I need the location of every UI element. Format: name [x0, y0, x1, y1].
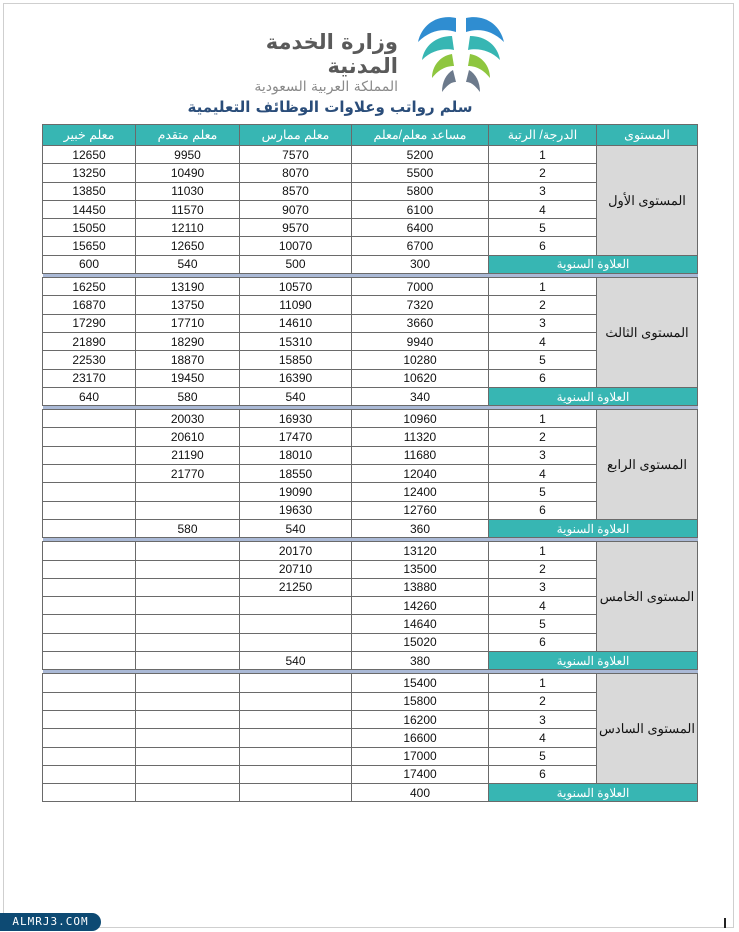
site-brand: ALMRJ3.COM: [0, 913, 101, 931]
salary-cell: [43, 674, 136, 692]
salary-cell: 18870: [136, 351, 240, 369]
level-name-cell: المستوى الأول: [597, 146, 698, 256]
table-row: [43, 674, 698, 692]
salary-cell: [43, 765, 136, 783]
salary-cell: 21890: [43, 332, 136, 350]
salary-cell: [43, 729, 136, 747]
salary-cell: 15310: [240, 332, 352, 350]
grade-cell: 4: [489, 465, 597, 483]
salary-cell: 11090: [240, 296, 352, 314]
header-expert-teacher: معلم خبير: [43, 125, 136, 146]
level-name-cell: المستوى الرابع: [597, 410, 698, 520]
allowance-cell: 600: [43, 255, 136, 273]
salary-cell: 10280: [352, 351, 489, 369]
allowance-cell: [136, 784, 240, 802]
allowance-row: [43, 652, 698, 670]
salary-cell: 11030: [136, 182, 240, 200]
salary-cell: [43, 633, 136, 651]
salary-cell: 20610: [136, 428, 240, 446]
salary-cell: 12650: [43, 146, 136, 164]
header-level: المستوى: [597, 125, 698, 146]
salary-cell: 10070: [240, 237, 352, 255]
salary-cell: 17710: [136, 314, 240, 332]
salary-cell: 11570: [136, 200, 240, 218]
grade-cell: 6: [489, 501, 597, 519]
salary-cell: [43, 692, 136, 710]
salary-table: [42, 124, 698, 802]
level-name-cell: المستوى السادس: [597, 674, 698, 784]
salary-cell: [136, 501, 240, 519]
salary-cell: 16250: [43, 278, 136, 296]
salary-cell: 9070: [240, 200, 352, 218]
allowance-cell: [43, 519, 136, 537]
allowance-row: [43, 519, 698, 537]
salary-cell: [136, 692, 240, 710]
salary-cell: 13250: [43, 164, 136, 182]
salary-cell: 17470: [240, 428, 352, 446]
salary-cell: [136, 578, 240, 596]
grade-cell: 5: [489, 483, 597, 501]
salary-cell: 11680: [352, 446, 489, 464]
salary-cell: 21250: [240, 578, 352, 596]
ministry-logo-icon: [408, 10, 514, 96]
salary-cell: 9940: [352, 332, 489, 350]
allowance-row: [43, 255, 698, 273]
salary-cell: 6400: [352, 219, 489, 237]
salary-cell: [43, 747, 136, 765]
salary-cell: 18010: [240, 446, 352, 464]
allowance-row: [43, 784, 698, 802]
page-title: سلم رواتب وعلاوات الوظائف التعليمية: [187, 98, 473, 116]
grade-cell: 6: [489, 237, 597, 255]
grade-cell: 5: [489, 351, 597, 369]
salary-cell: 12650: [136, 237, 240, 255]
salary-cell: [136, 729, 240, 747]
salary-cell: 10570: [240, 278, 352, 296]
allowance-cell: 640: [43, 387, 136, 405]
salary-cell: 22530: [43, 351, 136, 369]
salary-cell: 13120: [352, 542, 489, 560]
salary-cell: 9570: [240, 219, 352, 237]
salary-cell: [43, 501, 136, 519]
salary-cell: [43, 483, 136, 501]
salary-cell: 16200: [352, 710, 489, 728]
annual-allowance-label: العلاوة السنوية: [489, 652, 698, 670]
salary-cell: 21190: [136, 446, 240, 464]
header-practitioner-teacher: معلم ممارس: [240, 125, 352, 146]
allowance-cell: [136, 652, 240, 670]
salary-cell: 16930: [240, 410, 352, 428]
grade-cell: 3: [489, 182, 597, 200]
salary-cell: 7320: [352, 296, 489, 314]
grade-cell: 6: [489, 765, 597, 783]
salary-cell: 13850: [43, 182, 136, 200]
salary-cell: [43, 410, 136, 428]
allowance-cell: [43, 652, 136, 670]
salary-cell: [240, 729, 352, 747]
salary-cell: [43, 615, 136, 633]
salary-cell: 19090: [240, 483, 352, 501]
salary-cell: [240, 633, 352, 651]
header-grade: الدرجة/ الرتبة: [489, 125, 597, 146]
allowance-cell: [43, 784, 136, 802]
salary-cell: 15850: [240, 351, 352, 369]
salary-cell: 21770: [136, 465, 240, 483]
grade-cell: 4: [489, 729, 597, 747]
grade-cell: 4: [489, 332, 597, 350]
allowance-cell: 500: [240, 255, 352, 273]
salary-cell: 14640: [352, 615, 489, 633]
allowance-cell: 540: [136, 255, 240, 273]
table-row: [43, 542, 698, 560]
grade-cell: 1: [489, 542, 597, 560]
grade-cell: 5: [489, 219, 597, 237]
salary-cell: 19630: [240, 501, 352, 519]
allowance-cell: 580: [136, 519, 240, 537]
salary-cell: [43, 560, 136, 578]
kingdom-name: المملكة العربية السعودية: [254, 79, 398, 95]
allowance-cell: 540: [240, 387, 352, 405]
grade-cell: 3: [489, 446, 597, 464]
salary-cell: [136, 633, 240, 651]
salary-cell: [43, 710, 136, 728]
salary-cell: 9950: [136, 146, 240, 164]
header-assistant-teacher: مساعد معلم/معلم: [352, 125, 489, 146]
salary-cell: 13500: [352, 560, 489, 578]
annual-allowance-label: العلاوة السنوية: [489, 255, 698, 273]
grade-cell: 1: [489, 146, 597, 164]
level-name-cell: المستوى الثالث: [597, 278, 698, 388]
header-advanced-teacher: معلم متقدم: [136, 125, 240, 146]
salary-cell: [136, 483, 240, 501]
salary-cell: 23170: [43, 369, 136, 387]
ministry-name-block: [190, 30, 398, 96]
salary-cell: 6100: [352, 200, 489, 218]
salary-cell: 12760: [352, 501, 489, 519]
salary-cell: 15650: [43, 237, 136, 255]
salary-cell: 5500: [352, 164, 489, 182]
allowance-cell: 400: [352, 784, 489, 802]
salary-cell: 14610: [240, 314, 352, 332]
grade-cell: 3: [489, 314, 597, 332]
grade-cell: 1: [489, 278, 597, 296]
salary-cell: 8570: [240, 182, 352, 200]
salary-cell: 17000: [352, 747, 489, 765]
salary-cell: [240, 747, 352, 765]
salary-cell: 20710: [240, 560, 352, 578]
grade-cell: 4: [489, 200, 597, 218]
grade-cell: 6: [489, 633, 597, 651]
salary-cell: 20030: [136, 410, 240, 428]
salary-cell: 7570: [240, 146, 352, 164]
grade-cell: 2: [489, 428, 597, 446]
salary-cell: 13750: [136, 296, 240, 314]
salary-cell: 10960: [352, 410, 489, 428]
allowance-cell: 380: [352, 652, 489, 670]
salary-cell: 15020: [352, 633, 489, 651]
level-name-cell: المستوى الخامس: [597, 542, 698, 652]
salary-cell: [240, 597, 352, 615]
salary-cell: 16390: [240, 369, 352, 387]
annual-allowance-label: العلاوة السنوية: [489, 784, 698, 802]
salary-cell: [240, 674, 352, 692]
salary-cell: [43, 446, 136, 464]
salary-cell: [240, 615, 352, 633]
salary-cell: [136, 560, 240, 578]
allowance-cell: 540: [240, 652, 352, 670]
salary-cell: [136, 710, 240, 728]
table-header-row: [43, 125, 698, 146]
salary-cell: [136, 615, 240, 633]
grade-cell: 5: [489, 615, 597, 633]
table-row: [43, 410, 698, 428]
grade-cell: 3: [489, 578, 597, 596]
salary-cell: 15800: [352, 692, 489, 710]
salary-cell: 14450: [43, 200, 136, 218]
salary-cell: [136, 747, 240, 765]
salary-cell: [136, 765, 240, 783]
salary-cell: 20170: [240, 542, 352, 560]
allowance-cell: 300: [352, 255, 489, 273]
salary-cell: 13880: [352, 578, 489, 596]
salary-cell: [240, 692, 352, 710]
salary-cell: [43, 578, 136, 596]
grade-cell: 4: [489, 597, 597, 615]
salary-cell: 12400: [352, 483, 489, 501]
grade-cell: 1: [489, 674, 597, 692]
grade-cell: 2: [489, 164, 597, 182]
salary-cell: [136, 542, 240, 560]
grade-cell: 2: [489, 560, 597, 578]
salary-cell: 5200: [352, 146, 489, 164]
salary-cell: 16600: [352, 729, 489, 747]
grade-cell: 5: [489, 747, 597, 765]
salary-cell: 12110: [136, 219, 240, 237]
table-body: [43, 146, 698, 802]
annual-allowance-label: العلاوة السنوية: [489, 519, 698, 537]
salary-cell: 15400: [352, 674, 489, 692]
salary-cell: 16870: [43, 296, 136, 314]
salary-cell: [136, 597, 240, 615]
salary-cell: 7000: [352, 278, 489, 296]
salary-cell: 14260: [352, 597, 489, 615]
grade-cell: 1: [489, 410, 597, 428]
salary-cell: 11320: [352, 428, 489, 446]
grade-cell: 2: [489, 296, 597, 314]
salary-cell: 17290: [43, 314, 136, 332]
salary-cell: 10620: [352, 369, 489, 387]
salary-cell: 19450: [136, 369, 240, 387]
ministry-name: وزارة الخدمة المدنية: [265, 30, 398, 78]
grade-cell: 2: [489, 692, 597, 710]
salary-cell: [43, 597, 136, 615]
salary-cell: [240, 710, 352, 728]
salary-cell: 10490: [136, 164, 240, 182]
allowance-cell: [240, 784, 352, 802]
grade-cell: 3: [489, 710, 597, 728]
allowance-cell: 580: [136, 387, 240, 405]
salary-cell: 15050: [43, 219, 136, 237]
salary-cell: 3660: [352, 314, 489, 332]
salary-cell: 18550: [240, 465, 352, 483]
salary-cell: 6700: [352, 237, 489, 255]
salary-cell: [240, 765, 352, 783]
salary-cell: 12040: [352, 465, 489, 483]
salary-cell: 8070: [240, 164, 352, 182]
table-row: [43, 278, 698, 296]
allowance-cell: 540: [240, 519, 352, 537]
salary-cell: 5800: [352, 182, 489, 200]
salary-cell: 18290: [136, 332, 240, 350]
grade-cell: 6: [489, 369, 597, 387]
corner-mark: [724, 918, 726, 928]
salary-cell: [43, 465, 136, 483]
allowance-row: [43, 387, 698, 405]
salary-cell: 13190: [136, 278, 240, 296]
allowance-cell: 340: [352, 387, 489, 405]
allowance-cell: 360: [352, 519, 489, 537]
salary-cell: [43, 542, 136, 560]
table-row: [43, 146, 698, 164]
annual-allowance-label: العلاوة السنوية: [489, 387, 698, 405]
salary-cell: 17400: [352, 765, 489, 783]
salary-cell: [136, 674, 240, 692]
salary-cell: [43, 428, 136, 446]
